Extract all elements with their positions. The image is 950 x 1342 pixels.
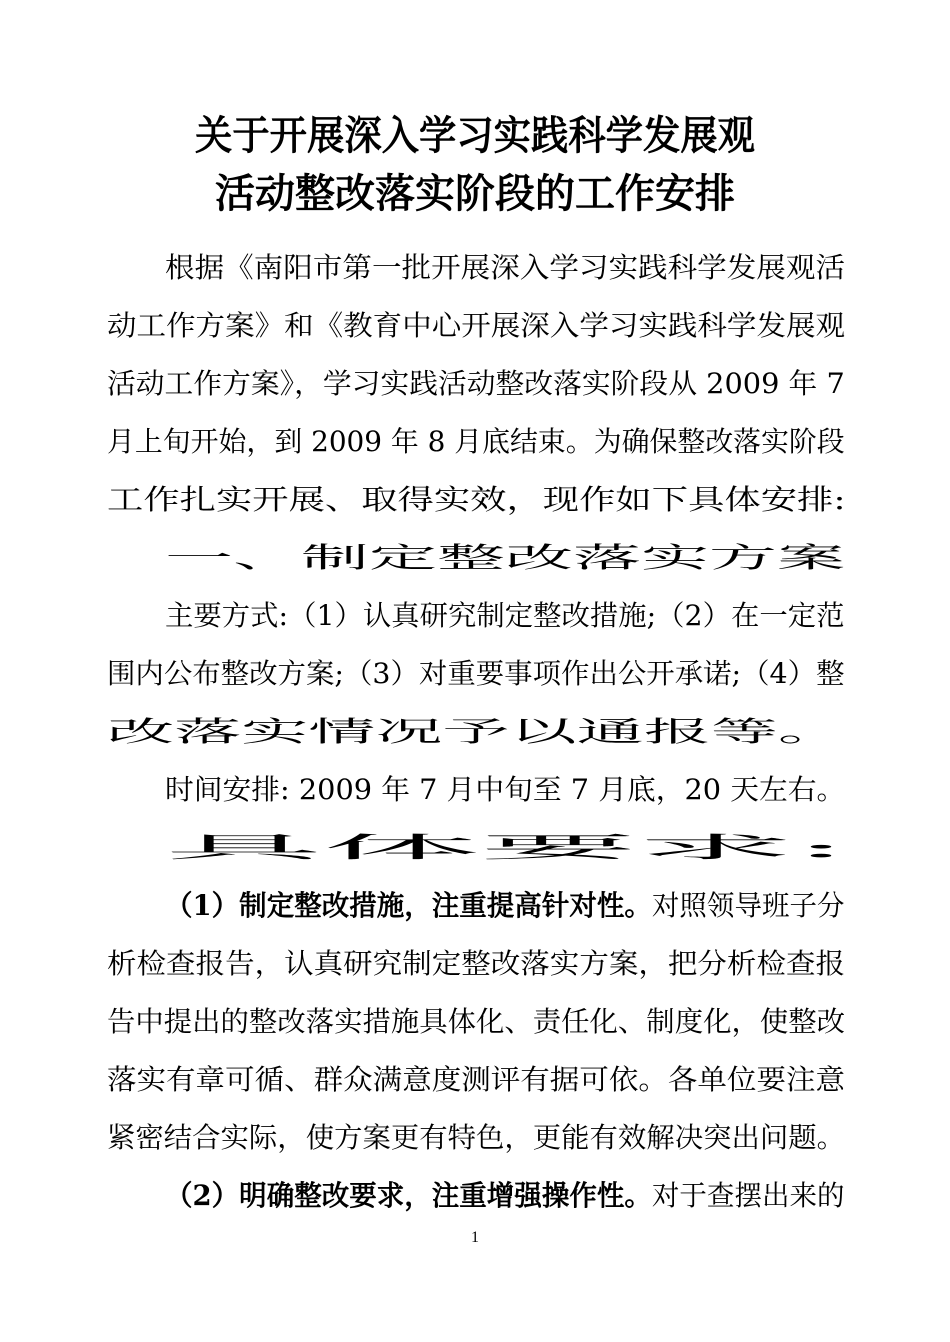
body-text: 工作扎实开展、取得实效，现作如下具体安排: bbox=[107, 483, 846, 516]
heading-text: 一、制定整改落实方案 bbox=[165, 541, 846, 574]
body-line-16 bbox=[107, 1120, 845, 1156]
body-text: 主要方式:（1）认真研究制定整改措施;（2）在一定范 bbox=[165, 599, 845, 632]
body-line-14 bbox=[107, 1004, 845, 1040]
body-text: 根据《南阳市第一批开展深入学习实践科学发展观活 bbox=[165, 251, 846, 284]
body-text: 活动工作方案》，学习实践活动整改落实阶段从 2009 年 7 bbox=[107, 367, 845, 400]
body-line-13 bbox=[107, 946, 845, 982]
body-text: 对照领导班子分 bbox=[651, 889, 845, 922]
body-line-8 bbox=[107, 656, 844, 692]
body-text: 动工作方案》和《教育中心开展深入学习实践科学发展观 bbox=[107, 309, 846, 342]
body-text: 告中提出的整改落实措施具体化、责任化、制度化，使整改 bbox=[107, 1005, 846, 1038]
body-text: 时间安排: 2009 年 7 月中旬至 7 月底，20 天左右。 bbox=[165, 773, 846, 806]
body-line-10 bbox=[165, 772, 845, 808]
body-line-5 bbox=[107, 482, 846, 518]
body-text: 月上旬开始，到 2009 年 8 月底结束。为确保整改落实阶段 bbox=[107, 425, 845, 458]
body-line-1 bbox=[165, 250, 845, 286]
body-line-9 bbox=[107, 714, 845, 750]
body-line-4 bbox=[107, 424, 845, 460]
body-text: 具体要求: bbox=[165, 831, 848, 864]
bold-lead-text: （2）明确整改要求，注重增强操作性。 bbox=[165, 1179, 652, 1212]
page-number: 1 bbox=[471, 1229, 479, 1246]
body-text: 围内公布整改方案;（3）对重要事项作出公开承诺;（4）整 bbox=[107, 657, 845, 690]
body-line-3 bbox=[107, 366, 845, 402]
bold-lead-text: （1）制定整改措施，注重提高针对性。 bbox=[165, 889, 652, 922]
body-text: 落实有章可循、群众满意度测评有据可依。各单位要注意 bbox=[107, 1063, 846, 1096]
document-title-line-1: 关于开展深入学习实践科学发展观 bbox=[195, 113, 755, 159]
body-line-15 bbox=[107, 1062, 845, 1098]
body-line-7 bbox=[165, 598, 844, 634]
section-heading-1 bbox=[165, 540, 845, 576]
body-line-11 bbox=[165, 830, 847, 866]
body-text: 改落实情况予以通报等。 bbox=[107, 715, 846, 748]
body-line-17 bbox=[165, 1178, 845, 1214]
body-line-12 bbox=[165, 888, 845, 924]
document-title-line-2: 活动整改落实阶段的工作安排 bbox=[215, 171, 735, 217]
body-line-2 bbox=[107, 308, 845, 344]
body-text: 紧密结合实际，使方案更有特色，更能有效解决突出问题。 bbox=[107, 1121, 846, 1154]
body-text: 析检查报告，认真研究制定整改落实方案，把分析检查报 bbox=[107, 947, 846, 980]
body-text: 对于查摆出来的 bbox=[651, 1179, 845, 1212]
